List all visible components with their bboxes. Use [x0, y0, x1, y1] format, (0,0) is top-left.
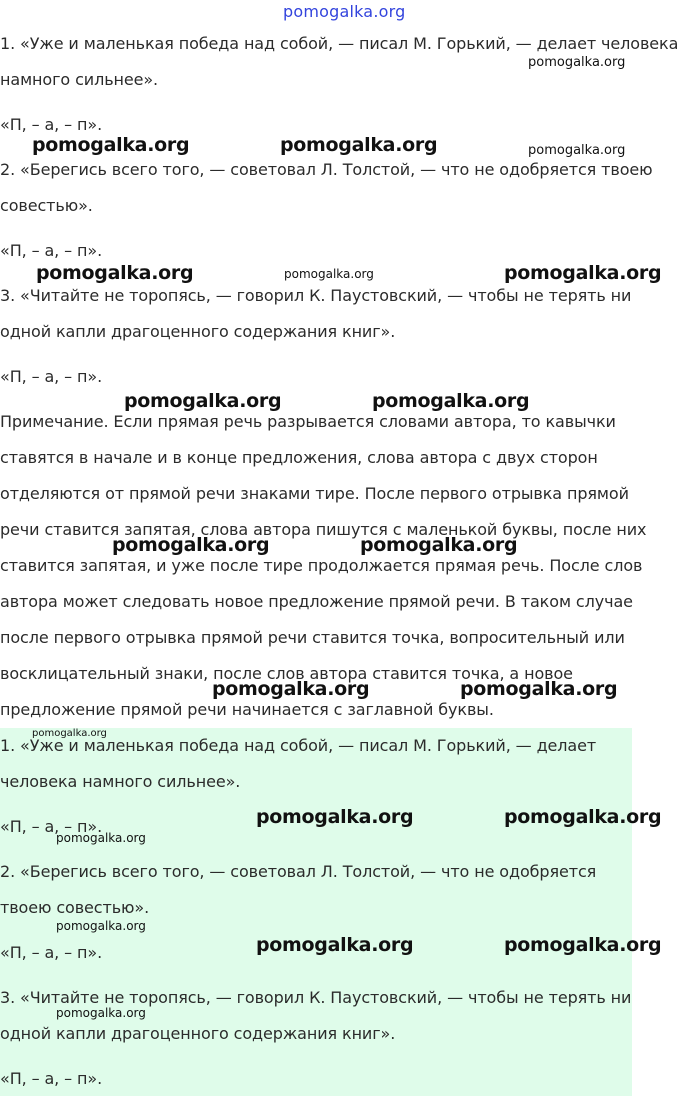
watermark: pomogalka.org [280, 134, 438, 156]
watermark: pomogalka.org [360, 534, 518, 556]
watermark: pomogalka.org [112, 534, 270, 556]
note-line: ставятся в начале и в конце предложения, слова автора с двух сторон [0, 448, 598, 467]
watermark: pomogalka.org [372, 390, 530, 412]
watermark: pomogalka.org [56, 831, 146, 845]
note-line: отделяются от прямой речи знаками тире. После первого отрывка прямой [0, 484, 629, 503]
task-item-2-line-1: 2. «Берегись всего того, — советовал Л. Толстой, — что не одобряется твоею [0, 160, 653, 179]
note-line: автора может следовать новое предложение прямой речи. В таком случае [0, 592, 633, 611]
answer-item-1-line-2: человека намного сильнее». [0, 772, 241, 791]
note-line: после первого отрывка прямой речи ставится точка, вопросительный или [0, 628, 625, 647]
watermark: pomogalka.org [528, 55, 626, 70]
watermark: pomogalka.org [36, 262, 194, 284]
watermark: pomogalka.org [124, 390, 282, 412]
answer-item-3-scheme: «П, – а, – п». [0, 1069, 103, 1088]
watermark: pomogalka.org [212, 678, 370, 700]
watermark: pomogalka.org [56, 919, 146, 933]
task-item-3-line-1: 3. «Читайте не торопясь, — говорил К. Паустовский, — чтобы не терять ни [0, 286, 632, 305]
task-item-1-scheme: «П, – а, – п». [0, 115, 103, 134]
watermark: pomogalka.org [32, 728, 107, 739]
watermark: pomogalka.org [528, 143, 626, 158]
task-item-2-scheme: «П, – а, – п». [0, 241, 103, 260]
answer-item-1-scheme: «П, – а, – п». [0, 817, 103, 836]
watermark: pomogalka.org [504, 934, 662, 956]
watermark: pomogalka.org [284, 267, 374, 281]
task-item-3-line-2: одной капли драгоценного содержания книг». [0, 322, 396, 341]
watermark: pomogalka.org [32, 134, 190, 156]
answer-item-2-line-1: 2. «Берегись всего того, — советовал Л. Толстой, — что не одобряется [0, 862, 597, 881]
answer-item-2-line-2: твоею совестью». [0, 898, 150, 917]
note-line: речи ставится запятая, слова автора пишутся с маленькой буквы, после них [0, 520, 647, 539]
note-line: ставится запятая, и уже после тире продолжается прямая речь. После слов [0, 556, 643, 575]
note-line: Примечание. Если прямая речь разрывается словами автора, то кавычки [0, 412, 616, 431]
note-line: восклицательный знаки, после слов автора ставится точка, а новое [0, 664, 573, 683]
watermark: pomogalka.org [460, 678, 618, 700]
answer-item-1-line-1: 1. «Уже и маленькая победа над собой, — писал М. Горький, — делает [0, 736, 597, 755]
task-item-1-line-1: 1. «Уже и маленькая победа над собой, — писал М. Горький, — делает человека [0, 34, 679, 53]
note-line: предложение прямой речи начинается с заглавной буквы. [0, 700, 494, 719]
answer-item-3-line-2: одной капли драгоценного содержания книг». [0, 1024, 396, 1043]
answer-item-3-line-1: 3. «Читайте не торопясь, — говорил К. Паустовский, — чтобы не терять ни [0, 988, 632, 1007]
watermark: pomogalka.org [504, 806, 662, 828]
answer-item-2-scheme: «П, – а, – п». [0, 943, 103, 962]
watermark: pomogalka.org [56, 1006, 146, 1020]
watermark: pomogalka.org [256, 934, 414, 956]
watermark: pomogalka.org [256, 806, 414, 828]
task-item-2-line-2: совестью». [0, 196, 93, 215]
site-link[interactable]: pomogalka.org [283, 2, 406, 21]
task-item-1-line-2: намного сильнее». [0, 70, 159, 89]
watermark: pomogalka.org [504, 262, 662, 284]
task-item-3-scheme: «П, – а, – п». [0, 367, 103, 386]
